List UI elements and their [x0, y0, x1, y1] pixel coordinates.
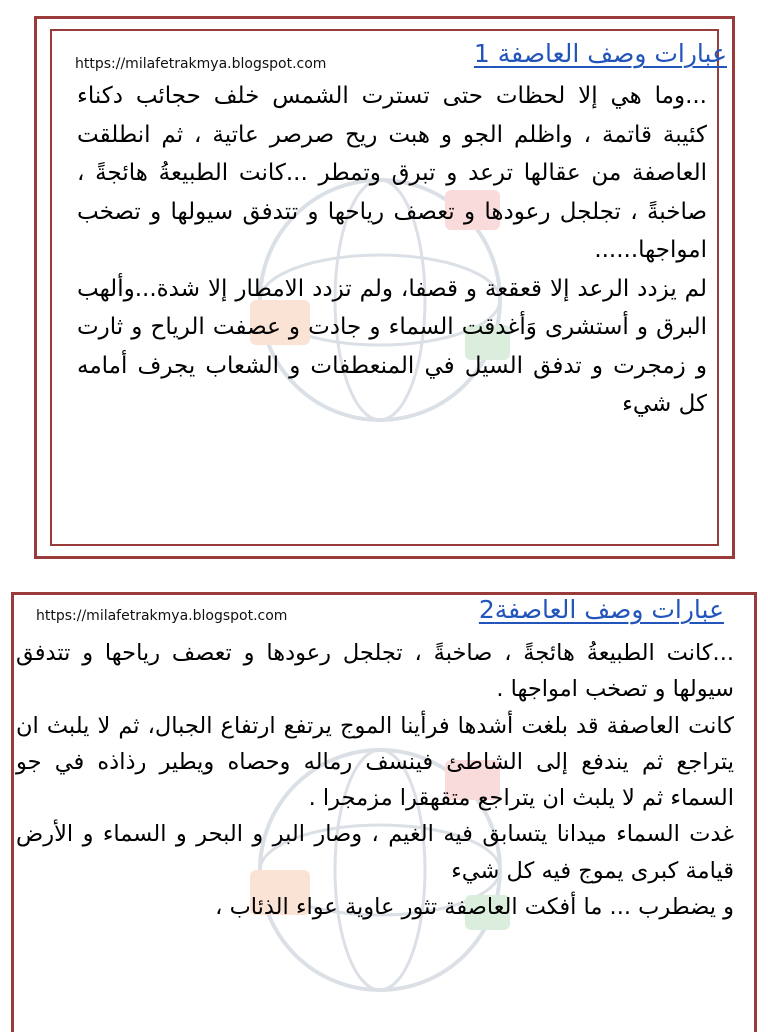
paragraph: ...كانت الطبيعةُ هائجةً ، صاخبةً ، تجلجل رعودها و تعصف رياحها و تتدفق سيولها و تصخب امواجها . [16, 640, 734, 703]
paragraph: لم يزدد الرعد إلا قعقعة و قصفا، ولم تزدد الامطار إلا شدة...وألهب البرق و أستشرى وَأغدقت السماء و جادت و عصفت الرياح و ثارت و زمجرت و تدفق السيل في المنعطفات و الشعاب يجرف أمامه كل شيء [77, 275, 707, 417]
paragraph: و يضطرب ... ما أفكت العاصفة تثور عاوية عواء الذئاب ، [215, 894, 734, 921]
card-title: عبارات وصف العاصفة 1 [473, 39, 727, 68]
source-url: https://milafetrakmya.blogspot.com [75, 56, 327, 72]
text-card-2 [11, 592, 757, 1032]
paragraph: ...وما هي إلا لحظات حتى تسترت الشمس خلف حجائب دكناء كئيبة قاتمة ، واظلم الجو و هبت ريح صرصر عاتية ، ثم انطلقت العاصفة من عقالها ترعد و تبرق وتمطر ...كانت الطبيعةُ هائجةً ، صاخبةً ، تجلجل رعودها و تعصف رياحها و تتدفق سيولها و تصخب امواجها...... [77, 83, 707, 263]
paragraph: كانت العاصفة قد بلغت أشدها فرأينا الموج يرتفع ارتفاع الجبال، ثم لا يلبث ان يتراجع ثم يندفع إلى الشاطئ فينسف رماله وحصاه ويطير رذاذه في جو السماء ثم لا يلبث ان يتراجع متقهقرا مزمجرا . [16, 712, 734, 812]
text-card-1 [34, 16, 735, 559]
card-body [16, 635, 734, 925]
card-title: عبارات وصف العاصفة2 [478, 595, 724, 624]
source-url: https://milafetrakmya.blogspot.com [36, 608, 288, 624]
card-body [77, 77, 707, 424]
paragraph: غدت السماء ميدانا يتسابق فيه الغيم ، وصار البر و البحر و السماء و الأرض قيامة كبرى يموج فيه كل شيء [16, 821, 734, 884]
